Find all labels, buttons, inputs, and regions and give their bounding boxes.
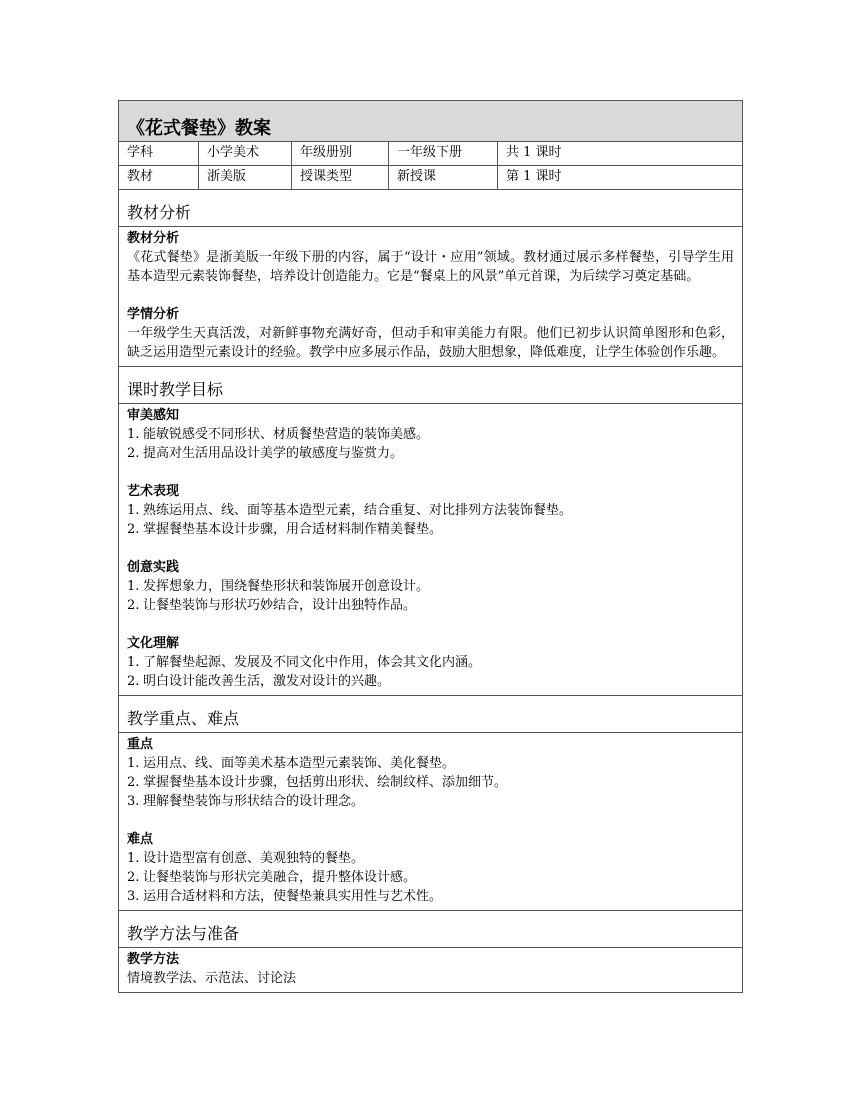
list-item: 2. 掌握餐垫基本设计步骤，包括剪出形状、绘制纹样、添加细节。 (127, 775, 508, 790)
section-body-methods (119, 948, 743, 993)
paragraph: 情境教学法、示范法、讨论法 (127, 971, 297, 986)
subheading: 教学方法 (127, 952, 180, 967)
info-cell: 一年级下册 (389, 142, 498, 166)
list-item: 2. 让餐垫装饰与形状巧妙结合，设计出独特作品。 (127, 598, 417, 613)
info-cell: 年级册别 (292, 142, 389, 166)
subheading: 教材分析 (127, 231, 180, 246)
info-cell: 新授课 (389, 166, 498, 190)
section-heading-methods: 教学方法与准备 (119, 911, 743, 948)
info-cell: 授课类型 (292, 166, 389, 190)
subheading: 文化理解 (127, 636, 180, 651)
info-cell: 教材 (119, 166, 199, 190)
section-body-key-points (119, 733, 743, 911)
list-item: 1. 熟练运用点、线、面等基本造型元素，结合重复、对比排列方法装饰餐垫。 (127, 503, 573, 518)
info-cell: 共 1 课时 (498, 142, 743, 166)
list-item: 1. 能敏锐感受不同形状、材质餐垫营造的装饰美感。 (127, 427, 430, 442)
info-cell: 小学美术 (199, 142, 292, 166)
subheading: 审美感知 (127, 408, 180, 423)
subheading: 重点 (127, 737, 154, 752)
list-item: 3. 运用合适材料和方法，使餐垫兼具实用性与艺术性。 (127, 889, 443, 904)
section-heading-objectives: 课时教学目标 (119, 367, 743, 404)
section-body-textbook-analysis (119, 227, 743, 367)
lesson-plan-document (118, 100, 742, 993)
info-cell: 第 1 课时 (498, 166, 743, 190)
document-title: 《花式餐垫》教案 (119, 101, 743, 142)
list-item: 1. 设计造型富有创意、美观独特的餐垫。 (127, 851, 365, 866)
info-row-subject (119, 142, 743, 166)
list-item: 1. 了解餐垫起源、发展及不同文化中作用，体会其文化内涵。 (127, 655, 482, 670)
info-cell: 浙美版 (199, 166, 292, 190)
list-item: 1. 运用点、线、面等美术基本造型元素装饰、美化餐垫。 (127, 756, 456, 771)
subheading: 创意实践 (127, 560, 180, 575)
section-heading-textbook-analysis: 教材分析 (119, 190, 743, 227)
subheading: 艺术表现 (127, 484, 180, 499)
list-item: 2. 明白设计能改善生活，激发对设计的兴趣。 (127, 674, 391, 689)
list-item: 2. 掌握餐垫基本设计步骤，用合适材料制作精美餐垫。 (127, 522, 443, 537)
list-item: 2. 让餐垫装饰与形状完美融合，提升整体设计感。 (127, 870, 417, 885)
subheading: 学情分析 (127, 307, 180, 322)
subheading: 难点 (127, 832, 154, 847)
paragraph: 《花式餐垫》是浙美版一年级下册的内容，属于“设计・应用”领域。教材通过展示多样餐垫，引导学生用基本造型元素装饰餐垫，培养设计创造能力。它是“餐桌上的风景”单元首课，为后续学习奠定基础。 (127, 250, 735, 284)
info-row-textbook (119, 166, 743, 190)
section-body-objectives (119, 404, 743, 696)
list-item: 3. 理解餐垫装饰与形状结合的设计理念。 (127, 794, 365, 809)
list-item: 1. 发挥想象力，围绕餐垫形状和装饰展开创意设计。 (127, 579, 430, 594)
paragraph: 一年级学生天真活泼，对新鲜事物充满好奇，但动手和审美能力有限。他们已初步认识简单图形和色彩，缺乏运用造型元素设计的经验。教学中应多展示作品，鼓励大胆想象，降低难度，让学生体验创作乐趣。 (127, 326, 735, 360)
list-item: 2. 提高对生活用品设计美学的敏感度与鉴赏力。 (127, 446, 404, 461)
info-cell: 学科 (119, 142, 199, 166)
lesson-plan-table (118, 100, 743, 993)
section-heading-key-points: 教学重点、难点 (119, 696, 743, 733)
